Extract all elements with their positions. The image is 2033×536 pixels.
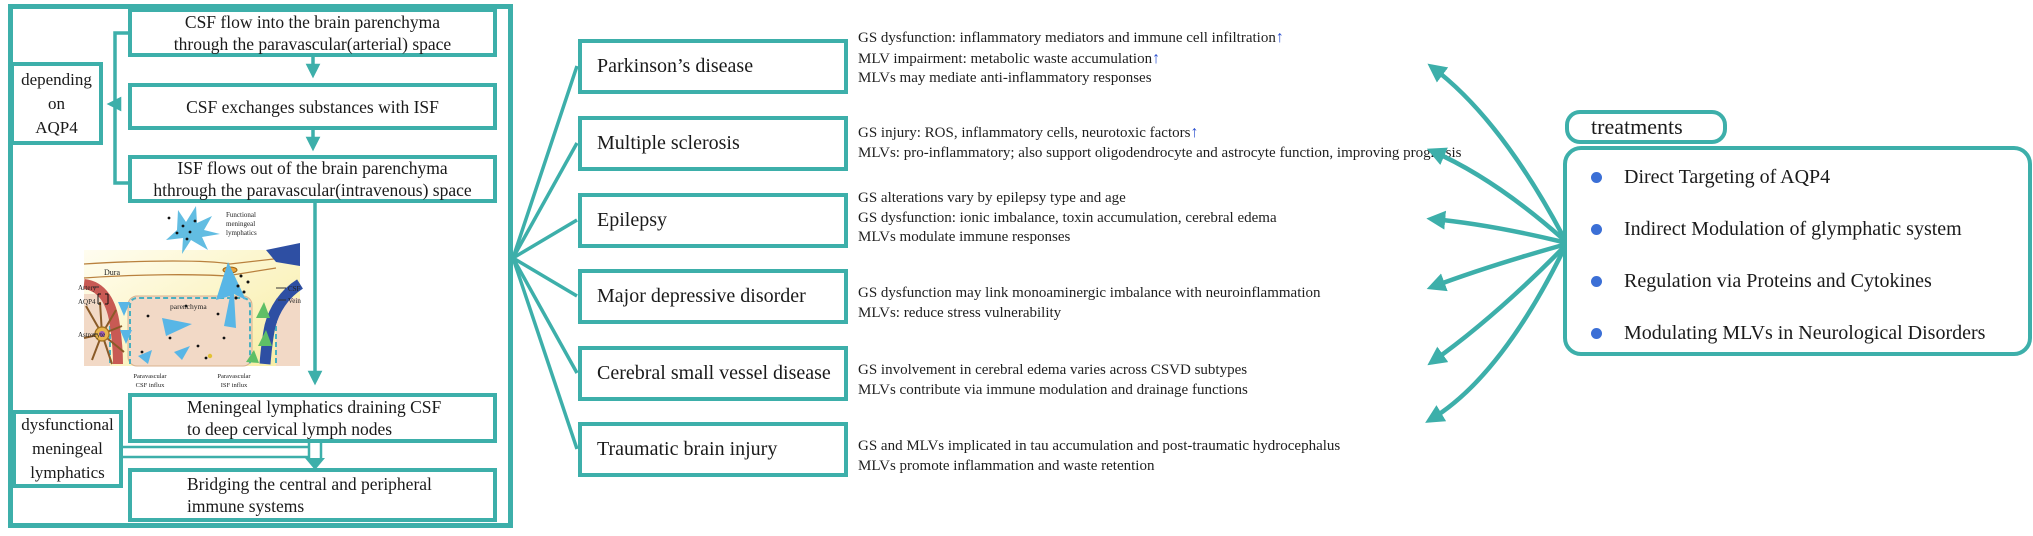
treatments-title: treatments [1591, 114, 1683, 139]
treatment-label: Modulating MLVs in Neurological Disorders [1624, 322, 1986, 344]
meningeal-lymphatic-shape [166, 206, 220, 254]
disease-label-epilepsy: Epilepsy [597, 209, 667, 231]
box-csf-flow [128, 8, 497, 57]
desc-line: GS dysfunction: inflammatory mediators and immune cell infiltration↑ [858, 29, 1284, 46]
disease-label-multiple-sclerosis: Multiple sclerosis [597, 132, 740, 154]
bullet-icon [1591, 328, 1602, 339]
desc-line: MLVs may mediate anti-inflammatory responses [858, 70, 1152, 86]
label-paravascular-csf-line1: Paravascular [133, 373, 167, 380]
desc-line: GS alterations vary by epilepsy type and age [858, 190, 1126, 206]
treatment-item-indirect [1591, 218, 1962, 241]
disease-label-parkinsons: Parkinson’s disease [597, 55, 754, 77]
disease-box-epilepsy [578, 193, 848, 248]
dysfunctional-line3: lymphatics [30, 463, 105, 482]
disease-label-csvd: Cerebral small vessel disease [597, 362, 831, 384]
desc-line: MLVs promote inflammation and waste retention [858, 457, 1155, 474]
label-functional-line1: Functional [226, 211, 256, 219]
bullet-icon [1591, 276, 1602, 287]
label-artery: Artery [78, 284, 97, 292]
desc-line: MLVs contribute via immune modulation and drainage functions [858, 381, 1248, 398]
bullet-icon [1591, 224, 1602, 235]
box-depending-aqp4 [10, 62, 103, 145]
up-arrow-icon: ↑ [1190, 124, 1199, 141]
yellow-particle [208, 354, 212, 358]
treatment-label: Regulation via Proteins and Cytokines [1624, 270, 1932, 292]
desc-tbi [858, 437, 1340, 476]
box-csf-exchange-text: CSF exchanges substances with ISF [186, 96, 439, 117]
bridging-line1: Bridging the central and peripheral [187, 474, 432, 494]
desc-csvd [858, 361, 1248, 400]
box-csf-exchange [128, 83, 497, 130]
desc-line: GS and MLVs implicated in tau accumulation and post-traumatic hydrocephalus [858, 438, 1341, 454]
depending-line3: AQP4 [35, 117, 78, 137]
desc-line: MLVs modulate immune responses [858, 229, 1071, 245]
box-csf-flow-line1: CSF flow into the brain parenchyma [184, 11, 441, 32]
treatment-item-aqp4 [1591, 166, 1830, 189]
box-isf-out-line2: hthrough the paravascular(intravenous) space [153, 180, 472, 200]
desc-line: MLVs: reduce stress vulnerability [858, 304, 1062, 321]
desc-line: GS injury: ROS, inflammatory cells, neurotoxic factors↑ [858, 124, 1199, 141]
desc-parkinsons [858, 28, 1284, 89]
disease-box-parkinsons [578, 39, 848, 94]
treatment-arrows [1430, 67, 1563, 420]
disease-box-csvd [578, 346, 848, 401]
box-isf-out-line1: ISF flows out of the brain parenchyma [177, 158, 448, 178]
desc-line: MLV impairment: metabolic waste accumulation↑ [858, 49, 1161, 67]
box-dysfunctional-lymphatics [12, 410, 123, 488]
depending-line1: depending [21, 69, 92, 89]
label-paravascular-csf-line2: CSF influx [135, 382, 165, 389]
treatments-container [1563, 146, 2032, 356]
treatment-item-proteins [1591, 270, 1932, 293]
label-dura: Dura [104, 268, 120, 277]
disease-label-mdd: Major depressive disorder [597, 285, 806, 307]
desc-line: GS involvement in cerebral edema varies across CSVD subtypes [858, 362, 1248, 378]
disease-box-mdd [578, 269, 848, 324]
label-vein: Vein [288, 297, 301, 305]
label-aqp4: AQP4 [78, 298, 96, 306]
up-arrow-icon: ↑ [1275, 29, 1284, 46]
up-arrow-icon: ↑ [1152, 49, 1161, 67]
label-astrocyte: Astrocyte [78, 331, 106, 339]
box-meningeal-draining [128, 393, 497, 443]
label-paravascular-isf-line1: Paravascular [217, 373, 251, 380]
desc-line: GS dysfunction: ionic imbalance, toxin accumulation, cerebral edema [858, 209, 1277, 226]
disease-label-tbi: Traumatic brain injury [597, 438, 778, 460]
treatment-label: Direct Targeting of AQP4 [1624, 166, 1831, 188]
meningeal-line1: Meningeal lymphatics draining CSF [187, 397, 442, 417]
label-functional-line3: lymphatics [226, 229, 257, 237]
glymphatic-anatomy-illustration [78, 206, 310, 396]
label-paravascular-isf-line2: ISF influx [220, 382, 248, 389]
desc-line: GS dysfunction may link monoaminergic imbalance with neuroinflammation [858, 285, 1321, 301]
disease-box-tbi [578, 422, 848, 477]
box-csf-flow-line2: through the paravascular(arterial) space [173, 33, 452, 54]
desc-mdd [858, 284, 1321, 323]
treatments-title-box [1565, 110, 1727, 144]
box-isf-out [128, 155, 497, 203]
treatment-item-mlvs [1591, 322, 1985, 345]
disease-box-multiple-sclerosis [578, 116, 848, 171]
desc-line: MLVs: pro-inflammatory; also support oligodendrocyte and astrocyte function, improving prognosis [858, 144, 1462, 161]
label-functional-line2: meningeal [226, 220, 256, 228]
box-bridging-immune [128, 468, 497, 522]
depending-line2: on [48, 93, 65, 113]
label-parenchyma: parenchyma [170, 302, 207, 311]
dysfunctional-line1: dysfunctional [21, 415, 114, 434]
treatment-label: Indirect Modulation of glymphatic system [1624, 218, 1962, 240]
desc-epilepsy [858, 189, 1277, 248]
disease-fan-lines [513, 66, 577, 449]
desc-multiple-sclerosis [858, 123, 1462, 163]
bullet-icon [1591, 172, 1602, 183]
dysfunctional-line2: meningeal [32, 439, 103, 458]
bridging-line2: immune systems [187, 496, 305, 516]
label-csf: CSF [288, 285, 301, 293]
meningeal-line2: to deep cervical lymph nodes [187, 419, 393, 439]
